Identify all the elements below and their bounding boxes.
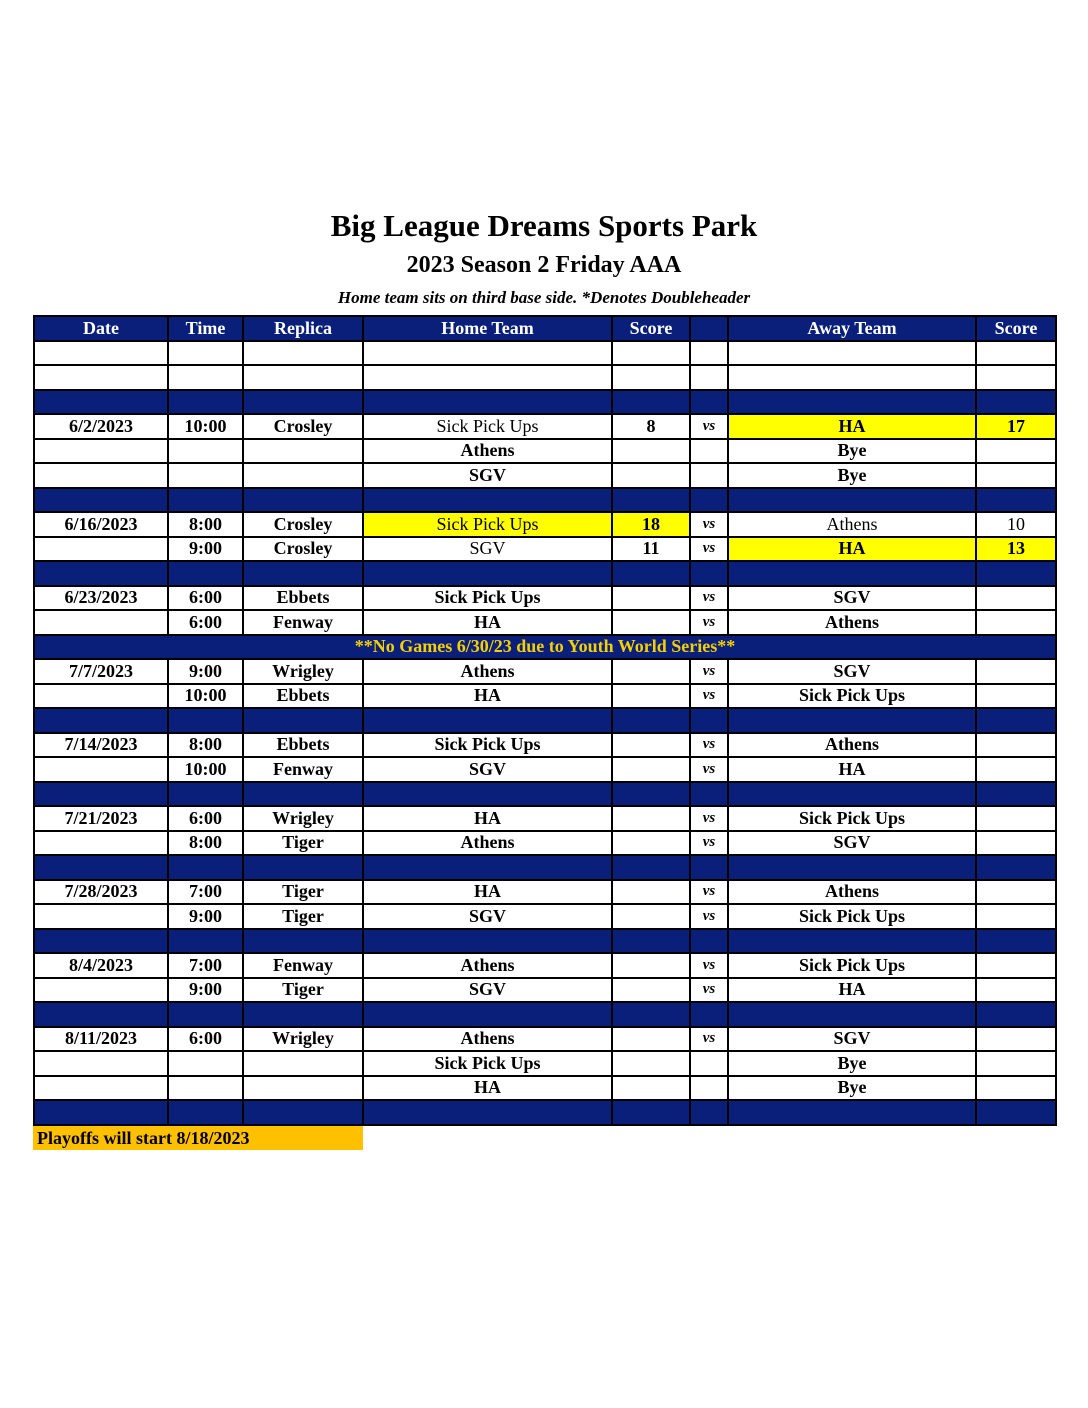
game-row: [34, 439, 1056, 464]
time-cell: [168, 488, 243, 513]
vs-cell: vs: [690, 733, 728, 758]
separator-row: [34, 488, 1056, 513]
game-row: [34, 684, 1056, 709]
vs-cell: [690, 782, 728, 807]
empty-row: [34, 341, 1056, 366]
home-score-cell: [612, 488, 690, 513]
time-cell: 8:00: [168, 831, 243, 856]
away-team-cell: Sick Pick Ups: [728, 953, 976, 978]
date-cell: [34, 561, 168, 586]
away-team-cell: [728, 929, 976, 954]
replica-cell: Tiger: [243, 880, 363, 905]
away-team-cell: HA: [728, 537, 976, 562]
game-row: [34, 757, 1056, 782]
page-subtitle: 2023 Season 2 Friday AAA: [406, 252, 682, 278]
time-cell: 9:00: [168, 904, 243, 929]
time-cell: 8:00: [168, 512, 243, 537]
date-cell: [34, 365, 168, 390]
vs-cell: vs: [690, 757, 728, 782]
home-score-cell: [612, 880, 690, 905]
replica-cell: Ebbets: [243, 733, 363, 758]
separator-row: [34, 390, 1056, 415]
away-score-cell: [976, 390, 1056, 415]
replica-cell: Tiger: [243, 831, 363, 856]
away-team-cell: [728, 561, 976, 586]
vs-cell: vs: [690, 904, 728, 929]
away-team-cell: SGV: [728, 1027, 976, 1052]
away-team-cell: HA: [728, 757, 976, 782]
vs-cell: [690, 365, 728, 390]
home-score-cell: [612, 365, 690, 390]
home-score-cell: [612, 659, 690, 684]
home-team-cell: [363, 561, 612, 586]
vs-cell: [690, 390, 728, 415]
separator-row: [34, 1100, 1056, 1125]
home-score-cell: [612, 1027, 690, 1052]
away-score-cell: [976, 880, 1056, 905]
time-cell: 10:00: [168, 757, 243, 782]
vs-cell: vs: [690, 806, 728, 831]
away-team-cell: Athens: [728, 512, 976, 537]
date-cell: 7/21/2023: [34, 806, 168, 831]
replica-cell: [243, 488, 363, 513]
replica-cell: [243, 365, 363, 390]
replica-cell: Ebbets: [243, 684, 363, 709]
home-team-cell: HA: [363, 684, 612, 709]
home-team-cell: Athens: [363, 659, 612, 684]
game-row: [34, 414, 1056, 439]
home-score-cell: [612, 1100, 690, 1125]
away-team-cell: [728, 855, 976, 880]
time-cell: 9:00: [168, 978, 243, 1003]
replica-cell: [243, 390, 363, 415]
home-score-cell: [612, 953, 690, 978]
date-cell: [34, 537, 168, 562]
game-row: [34, 512, 1056, 537]
vs-cell: [690, 463, 728, 488]
away-score-cell: [976, 855, 1056, 880]
col-home-score: Score: [612, 316, 690, 341]
away-team-cell: SGV: [728, 586, 976, 611]
vs-cell: vs: [690, 953, 728, 978]
away-team-cell: SGV: [728, 831, 976, 856]
home-score-cell: [612, 831, 690, 856]
home-team-cell: Sick Pick Ups: [363, 1051, 612, 1076]
vs-cell: [690, 1002, 728, 1027]
home-score-cell: [612, 586, 690, 611]
date-cell: 6/23/2023: [34, 586, 168, 611]
time-cell: 9:00: [168, 537, 243, 562]
notice-row: [34, 635, 1056, 660]
time-cell: [168, 1100, 243, 1125]
away-score-cell: [976, 953, 1056, 978]
game-row: [34, 904, 1056, 929]
away-score-cell: 10: [976, 512, 1056, 537]
time-cell: [168, 561, 243, 586]
home-team-cell: [363, 390, 612, 415]
date-cell: 6/2/2023: [34, 414, 168, 439]
game-row: [34, 880, 1056, 905]
col-replica: Replica: [243, 316, 363, 341]
game-row: [34, 831, 1056, 856]
col-home-team: Home Team: [363, 316, 612, 341]
home-score-cell: 8: [612, 414, 690, 439]
away-score-cell: [976, 463, 1056, 488]
date-cell: [34, 610, 168, 635]
separator-row: [34, 708, 1056, 733]
separator-row: [34, 782, 1056, 807]
col-time: Time: [168, 316, 243, 341]
time-cell: [168, 782, 243, 807]
date-cell: [34, 904, 168, 929]
vs-cell: [690, 488, 728, 513]
playoffs-note: Playoffs will start 8/18/2023: [33, 1126, 363, 1150]
home-team-cell: Athens: [363, 831, 612, 856]
vs-cell: vs: [690, 610, 728, 635]
game-row: [34, 1027, 1056, 1052]
game-row: [34, 463, 1056, 488]
date-cell: [34, 463, 168, 488]
away-team-cell: Athens: [728, 733, 976, 758]
away-score-cell: [976, 978, 1056, 1003]
home-score-cell: [612, 1076, 690, 1101]
home-team-cell: HA: [363, 610, 612, 635]
vs-cell: vs: [690, 659, 728, 684]
time-cell: [168, 708, 243, 733]
away-score-cell: [976, 1100, 1056, 1125]
away-score-cell: [976, 561, 1056, 586]
replica-cell: [243, 1100, 363, 1125]
separator-row: [34, 929, 1056, 954]
date-cell: [34, 831, 168, 856]
away-team-cell: Athens: [728, 610, 976, 635]
game-row: [34, 537, 1056, 562]
home-score-cell: [612, 904, 690, 929]
away-score-cell: [976, 782, 1056, 807]
vs-cell: [690, 929, 728, 954]
replica-cell: Fenway: [243, 953, 363, 978]
replica-cell: Fenway: [243, 757, 363, 782]
away-score-cell: [976, 831, 1056, 856]
vs-cell: vs: [690, 684, 728, 709]
home-team-cell: SGV: [363, 904, 612, 929]
home-score-cell: [612, 341, 690, 366]
replica-cell: [243, 463, 363, 488]
time-cell: 6:00: [168, 1027, 243, 1052]
time-cell: [168, 929, 243, 954]
time-cell: [168, 341, 243, 366]
away-team-cell: SGV: [728, 659, 976, 684]
vs-cell: vs: [690, 1027, 728, 1052]
away-score-cell: [976, 757, 1056, 782]
date-cell: 7/7/2023: [34, 659, 168, 684]
replica-cell: [243, 1076, 363, 1101]
replica-cell: Ebbets: [243, 586, 363, 611]
away-team-cell: Sick Pick Ups: [728, 904, 976, 929]
date-cell: [34, 757, 168, 782]
col-away-score: Score: [976, 316, 1056, 341]
vs-cell: vs: [690, 512, 728, 537]
away-team-cell: [728, 708, 976, 733]
header-row: [34, 316, 1056, 341]
away-score-cell: [976, 1027, 1056, 1052]
away-score-cell: [976, 610, 1056, 635]
time-cell: [168, 390, 243, 415]
away-team-cell: [728, 341, 976, 366]
home-team-cell: [363, 782, 612, 807]
home-score-cell: [612, 561, 690, 586]
page-title: Big League Dreams Sports Park: [330, 208, 758, 243]
home-score-cell: [612, 806, 690, 831]
date-cell: [34, 1100, 168, 1125]
away-team-cell: [728, 365, 976, 390]
away-team-cell: [728, 488, 976, 513]
replica-cell: Wrigley: [243, 1027, 363, 1052]
vs-cell: [690, 561, 728, 586]
home-score-cell: [612, 733, 690, 758]
away-score-cell: [976, 904, 1056, 929]
replica-cell: Crosley: [243, 414, 363, 439]
time-cell: [168, 365, 243, 390]
time-cell: 10:00: [168, 414, 243, 439]
home-team-cell: [363, 929, 612, 954]
vs-cell: vs: [690, 831, 728, 856]
replica-cell: [243, 1051, 363, 1076]
away-score-cell: 13: [976, 537, 1056, 562]
home-team-cell: [363, 488, 612, 513]
away-team-cell: [728, 782, 976, 807]
time-cell: [168, 1051, 243, 1076]
replica-cell: [243, 855, 363, 880]
away-score-cell: [976, 341, 1056, 366]
away-team-cell: HA: [728, 978, 976, 1003]
home-team-cell: [363, 855, 612, 880]
replica-cell: [243, 708, 363, 733]
date-cell: 8/4/2023: [34, 953, 168, 978]
home-team-cell: [363, 1002, 612, 1027]
time-cell: 9:00: [168, 659, 243, 684]
empty-row: [34, 365, 1056, 390]
game-row: [34, 1076, 1056, 1101]
home-score-cell: [612, 757, 690, 782]
time-cell: 10:00: [168, 684, 243, 709]
date-cell: 6/16/2023: [34, 512, 168, 537]
separator-row: [34, 561, 1056, 586]
vs-cell: [690, 439, 728, 464]
game-row: [34, 978, 1056, 1003]
home-team-cell: Sick Pick Ups: [363, 733, 612, 758]
away-score-cell: [976, 586, 1056, 611]
home-score-cell: [612, 978, 690, 1003]
home-team-cell: Sick Pick Ups: [363, 512, 612, 537]
home-score-cell: 11: [612, 537, 690, 562]
away-team-cell: Bye: [728, 1076, 976, 1101]
replica-cell: Tiger: [243, 904, 363, 929]
home-score-cell: [612, 463, 690, 488]
away-team-cell: HA: [728, 414, 976, 439]
home-team-cell: SGV: [363, 757, 612, 782]
home-score-cell: [612, 1051, 690, 1076]
schedule-table: [33, 315, 1057, 1126]
home-team-cell: [363, 1100, 612, 1125]
col-vs: [690, 316, 728, 341]
vs-cell: vs: [690, 537, 728, 562]
away-team-cell: Sick Pick Ups: [728, 806, 976, 831]
time-cell: 7:00: [168, 953, 243, 978]
home-score-cell: [612, 684, 690, 709]
home-team-cell: Sick Pick Ups: [363, 586, 612, 611]
date-cell: [34, 1002, 168, 1027]
away-team-cell: Bye: [728, 463, 976, 488]
home-team-cell: [363, 365, 612, 390]
away-score-cell: 17: [976, 414, 1056, 439]
replica-cell: Fenway: [243, 610, 363, 635]
vs-cell: [690, 1100, 728, 1125]
away-score-cell: [976, 806, 1056, 831]
vs-cell: [690, 708, 728, 733]
vs-cell: vs: [690, 880, 728, 905]
home-score-cell: [612, 439, 690, 464]
home-team-cell: SGV: [363, 978, 612, 1003]
game-row: [34, 610, 1056, 635]
vs-cell: [690, 1051, 728, 1076]
home-team-cell: HA: [363, 880, 612, 905]
game-row: [34, 659, 1056, 684]
away-score-cell: [976, 1002, 1056, 1027]
home-team-cell: Athens: [363, 1027, 612, 1052]
vs-cell: [690, 1076, 728, 1101]
time-cell: [168, 1002, 243, 1027]
away-score-cell: [976, 708, 1056, 733]
away-team-cell: [728, 390, 976, 415]
away-score-cell: [976, 1076, 1056, 1101]
game-row: [34, 586, 1056, 611]
time-cell: 8:00: [168, 733, 243, 758]
separator-row: [34, 855, 1056, 880]
replica-cell: Crosley: [243, 512, 363, 537]
replica-cell: [243, 1002, 363, 1027]
home-score-cell: [612, 1002, 690, 1027]
home-score-cell: [612, 855, 690, 880]
vs-cell: vs: [690, 586, 728, 611]
date-cell: [34, 341, 168, 366]
home-team-cell: Sick Pick Ups: [363, 414, 612, 439]
away-score-cell: [976, 439, 1056, 464]
home-team-cell: Athens: [363, 953, 612, 978]
time-cell: 6:00: [168, 610, 243, 635]
time-cell: [168, 1076, 243, 1101]
date-cell: 7/28/2023: [34, 880, 168, 905]
time-cell: 6:00: [168, 806, 243, 831]
time-cell: [168, 439, 243, 464]
away-team-cell: Athens: [728, 880, 976, 905]
replica-cell: [243, 341, 363, 366]
away-team-cell: Bye: [728, 1051, 976, 1076]
away-score-cell: [976, 929, 1056, 954]
away-score-cell: [976, 488, 1056, 513]
col-away-team: Away Team: [728, 316, 976, 341]
away-score-cell: [976, 659, 1056, 684]
away-team-cell: Bye: [728, 439, 976, 464]
away-team-cell: [728, 1100, 976, 1125]
date-cell: [34, 488, 168, 513]
away-score-cell: [976, 684, 1056, 709]
replica-cell: Wrigley: [243, 806, 363, 831]
date-cell: 8/11/2023: [34, 1027, 168, 1052]
game-row: [34, 806, 1056, 831]
away-score-cell: [976, 365, 1056, 390]
page-note: Home team sits on third base side. *Denotes Doubleheader: [337, 288, 751, 307]
time-cell: [168, 855, 243, 880]
vs-cell: [690, 341, 728, 366]
home-team-cell: HA: [363, 806, 612, 831]
date-cell: [34, 1076, 168, 1101]
vs-cell: [690, 855, 728, 880]
away-team-cell: [728, 1002, 976, 1027]
home-team-cell: [363, 708, 612, 733]
separator-row: [34, 1002, 1056, 1027]
home-score-cell: [612, 929, 690, 954]
replica-cell: [243, 929, 363, 954]
notice-text: **No Games 6/30/23 due to Youth World Series**: [34, 635, 1056, 660]
home-score-cell: [612, 390, 690, 415]
col-date: Date: [34, 316, 168, 341]
home-team-cell: HA: [363, 1076, 612, 1101]
schedule-body: [34, 341, 1056, 1125]
home-score-cell: [612, 610, 690, 635]
replica-cell: [243, 439, 363, 464]
home-team-cell: [363, 341, 612, 366]
date-cell: 7/14/2023: [34, 733, 168, 758]
date-cell: [34, 439, 168, 464]
home-score-cell: [612, 782, 690, 807]
away-score-cell: [976, 733, 1056, 758]
game-row: [34, 733, 1056, 758]
replica-cell: Tiger: [243, 978, 363, 1003]
game-row: [34, 953, 1056, 978]
vs-cell: vs: [690, 978, 728, 1003]
home-score-cell: 18: [612, 512, 690, 537]
home-score-cell: [612, 708, 690, 733]
date-cell: [34, 684, 168, 709]
date-cell: [34, 708, 168, 733]
time-cell: 7:00: [168, 880, 243, 905]
home-team-cell: Athens: [363, 439, 612, 464]
away-score-cell: [976, 1051, 1056, 1076]
home-team-cell: SGV: [363, 537, 612, 562]
replica-cell: [243, 782, 363, 807]
date-cell: [34, 390, 168, 415]
time-cell: [168, 463, 243, 488]
vs-cell: vs: [690, 414, 728, 439]
date-cell: [34, 978, 168, 1003]
home-team-cell: SGV: [363, 463, 612, 488]
replica-cell: Crosley: [243, 537, 363, 562]
game-row: [34, 1051, 1056, 1076]
away-team-cell: Sick Pick Ups: [728, 684, 976, 709]
replica-cell: [243, 561, 363, 586]
replica-cell: Wrigley: [243, 659, 363, 684]
date-cell: [34, 1051, 168, 1076]
date-cell: [34, 929, 168, 954]
time-cell: 6:00: [168, 586, 243, 611]
date-cell: [34, 782, 168, 807]
date-cell: [34, 855, 168, 880]
